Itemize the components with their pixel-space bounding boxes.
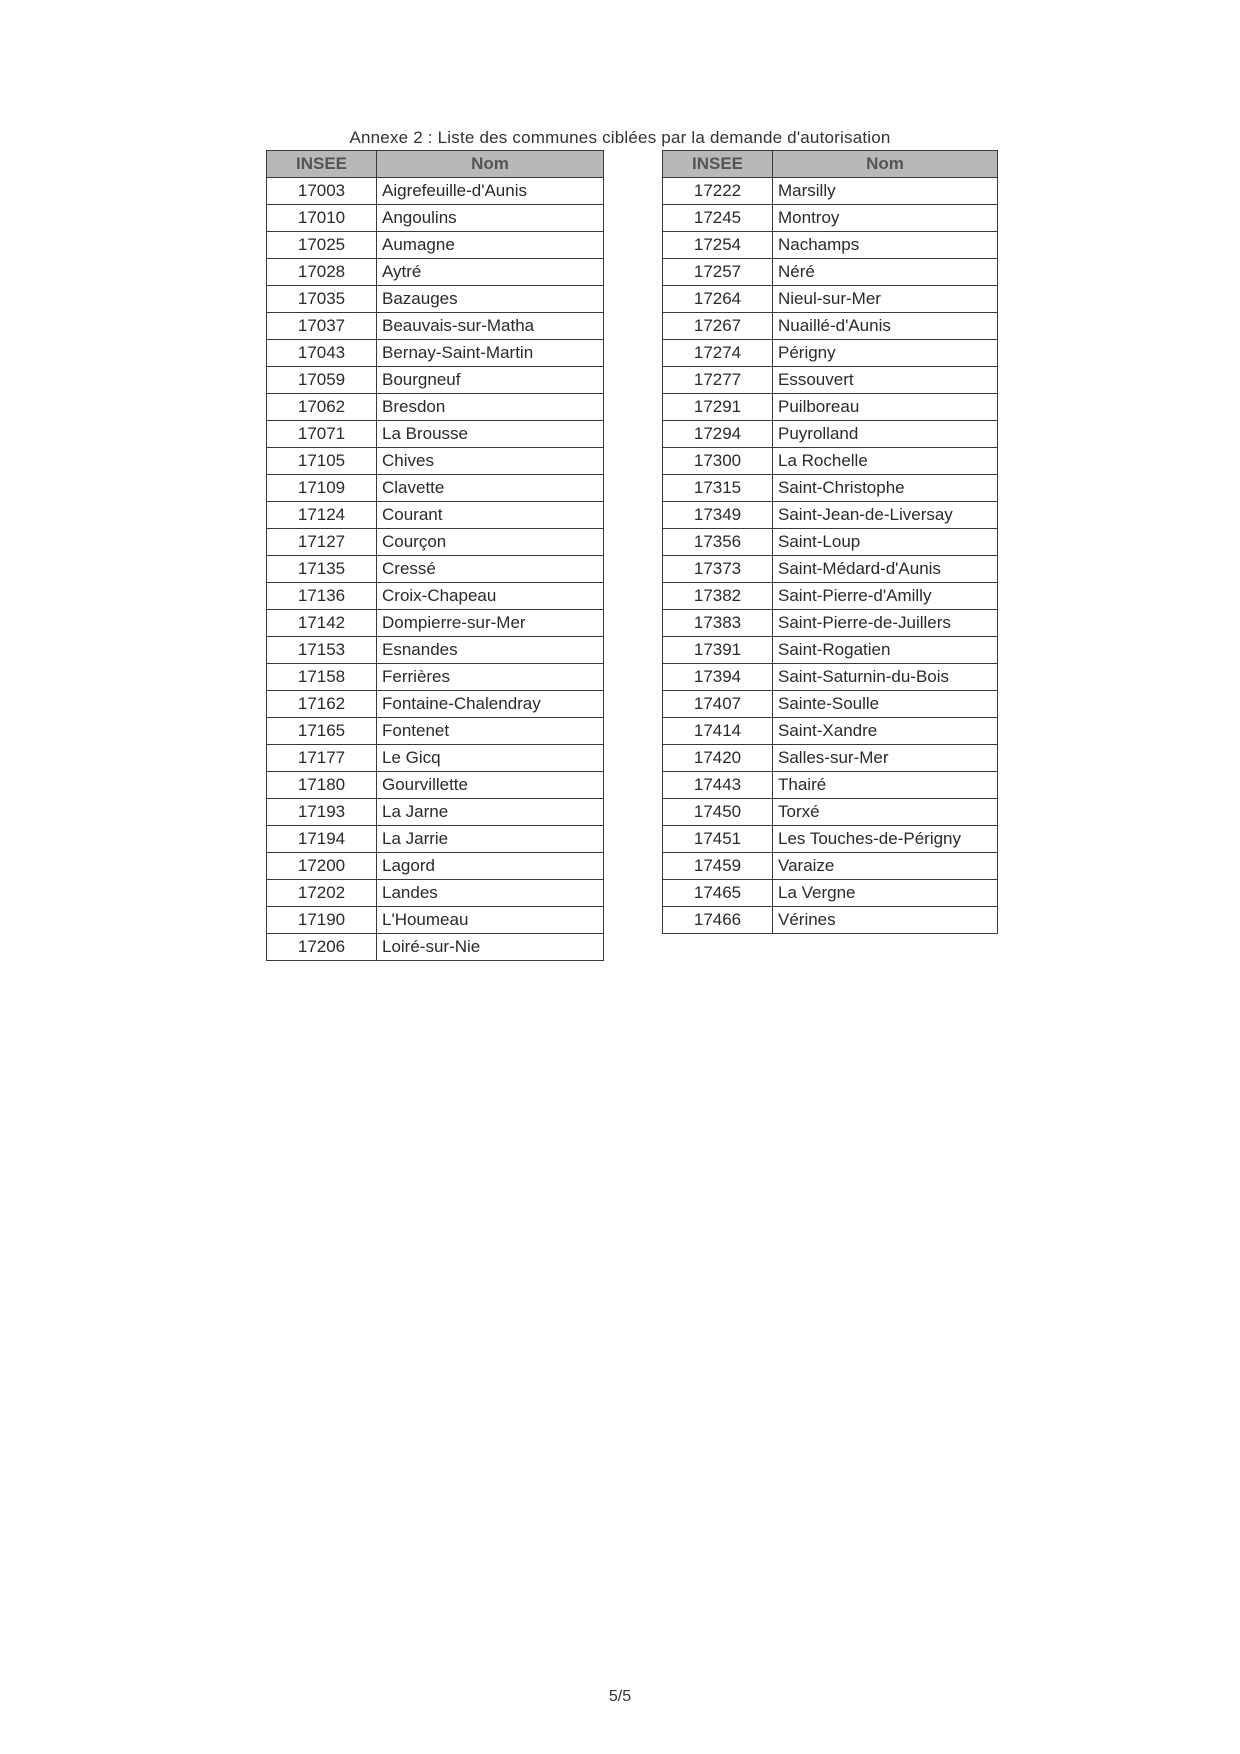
commune-name-cell: Loiré-sur-Nie: [377, 934, 604, 961]
commune-name-cell: Aumagne: [377, 232, 604, 259]
table-row: [267, 340, 604, 367]
insee-code-cell: 17124: [267, 502, 377, 529]
table-row: [267, 421, 604, 448]
insee-code-cell: 17254: [663, 232, 773, 259]
insee-code-cell: 17193: [267, 799, 377, 826]
table-row: [267, 691, 604, 718]
table-row: [663, 637, 998, 664]
insee-code-cell: 17043: [267, 340, 377, 367]
insee-code-cell: 17059: [267, 367, 377, 394]
table-row: [267, 205, 604, 232]
table-row: [267, 610, 604, 637]
commune-name-cell: Aytré: [377, 259, 604, 286]
insee-code-cell: 17407: [663, 691, 773, 718]
insee-code-cell: 17062: [267, 394, 377, 421]
commune-name-cell: La Rochelle: [773, 448, 998, 475]
insee-code-cell: 17035: [267, 286, 377, 313]
commune-name-cell: Thairé: [773, 772, 998, 799]
commune-name-cell: Dompierre-sur-Mer: [377, 610, 604, 637]
commune-name-cell: Saint-Christophe: [773, 475, 998, 502]
insee-code-cell: 17394: [663, 664, 773, 691]
insee-code-cell: 17465: [663, 880, 773, 907]
insee-code-cell: 17277: [663, 367, 773, 394]
commune-name-cell: Fontenet: [377, 718, 604, 745]
table-header-row: [267, 151, 604, 178]
table-row: [663, 367, 998, 394]
table-row: [267, 502, 604, 529]
insee-code-cell: 17025: [267, 232, 377, 259]
insee-code-cell: 17165: [267, 718, 377, 745]
table-row: [663, 475, 998, 502]
insee-code-cell: 17037: [267, 313, 377, 340]
table-row: [267, 394, 604, 421]
commune-name-cell: Lagord: [377, 853, 604, 880]
table-row: [267, 286, 604, 313]
insee-code-cell: 17391: [663, 637, 773, 664]
commune-name-cell: La Jarrie: [377, 826, 604, 853]
commune-name-cell: Les Touches-de-Périgny: [773, 826, 998, 853]
insee-code-cell: 17158: [267, 664, 377, 691]
commune-name-cell: Saint-Pierre-de-Juillers: [773, 610, 998, 637]
commune-name-cell: Saint-Jean-de-Liversay: [773, 502, 998, 529]
table-header-row: [663, 151, 998, 178]
insee-code-cell: 17206: [267, 934, 377, 961]
commune-name-cell: Salles-sur-Mer: [773, 745, 998, 772]
table-row: [267, 178, 604, 205]
insee-code-cell: 17200: [267, 853, 377, 880]
table-row: [267, 745, 604, 772]
table-row: [267, 799, 604, 826]
table-row: [663, 259, 998, 286]
insee-code-cell: 17127: [267, 529, 377, 556]
commune-name-cell: Saint-Loup: [773, 529, 998, 556]
table-row: [663, 691, 998, 718]
commune-name-cell: Ferrières: [377, 664, 604, 691]
commune-name-cell: Gourvillette: [377, 772, 604, 799]
commune-name-cell: Saint-Médard-d'Aunis: [773, 556, 998, 583]
table-row: [663, 745, 998, 772]
commune-name-cell: Bourgneuf: [377, 367, 604, 394]
table-row: [663, 286, 998, 313]
insee-code-cell: 17373: [663, 556, 773, 583]
insee-code-cell: 17162: [267, 691, 377, 718]
insee-code-cell: 17349: [663, 502, 773, 529]
commune-name-cell: Marsilly: [773, 178, 998, 205]
insee-code-cell: 17177: [267, 745, 377, 772]
table-row: [267, 637, 604, 664]
commune-name-cell: Sainte-Soulle: [773, 691, 998, 718]
table-row: [267, 826, 604, 853]
insee-code-cell: 17071: [267, 421, 377, 448]
insee-code-cell: 17300: [663, 448, 773, 475]
insee-code-cell: 17028: [267, 259, 377, 286]
table-row: [267, 583, 604, 610]
commune-name-cell: Le Gicq: [377, 745, 604, 772]
insee-code-cell: 17451: [663, 826, 773, 853]
insee-code-cell: 17356: [663, 529, 773, 556]
table-row: [663, 556, 998, 583]
commune-name-cell: L'Houmeau: [377, 907, 604, 934]
commune-name-cell: La Brousse: [377, 421, 604, 448]
commune-name-cell: Nieul-sur-Mer: [773, 286, 998, 313]
insee-code-cell: 17294: [663, 421, 773, 448]
table-row: [267, 259, 604, 286]
table-row: [663, 826, 998, 853]
commune-name-cell: Beauvais-sur-Matha: [377, 313, 604, 340]
insee-code-cell: 17383: [663, 610, 773, 637]
communes-table-left: [266, 150, 604, 961]
table-row: [663, 178, 998, 205]
table-row: [663, 232, 998, 259]
commune-name-cell: Aigrefeuille-d'Aunis: [377, 178, 604, 205]
insee-code-cell: 17003: [267, 178, 377, 205]
table-row: [663, 799, 998, 826]
commune-name-cell: Courant: [377, 502, 604, 529]
insee-code-cell: 17136: [267, 583, 377, 610]
annex-title: Annexe 2 : Liste des communes ciblées par la demande d'autorisation: [349, 128, 891, 147]
insee-code-cell: 17109: [267, 475, 377, 502]
insee-code-cell: 17153: [267, 637, 377, 664]
table-row: [267, 718, 604, 745]
table-row: [267, 367, 604, 394]
table-row: [663, 583, 998, 610]
commune-name-cell: Saint-Rogatien: [773, 637, 998, 664]
commune-name-cell: Saint-Xandre: [773, 718, 998, 745]
table-row: [663, 502, 998, 529]
table-row: [267, 556, 604, 583]
insee-code-cell: 17135: [267, 556, 377, 583]
insee-code-cell: 17257: [663, 259, 773, 286]
insee-code-cell: 17450: [663, 799, 773, 826]
insee-code-cell: 17222: [663, 178, 773, 205]
commune-name-cell: Chives: [377, 448, 604, 475]
table-row: [663, 907, 998, 934]
communes-table-right: [662, 150, 998, 934]
table-row: [663, 610, 998, 637]
commune-name-cell: La Vergne: [773, 880, 998, 907]
insee-code-cell: 17010: [267, 205, 377, 232]
insee-code-cell: 17443: [663, 772, 773, 799]
commune-name-cell: Esnandes: [377, 637, 604, 664]
table-row: [663, 664, 998, 691]
commune-name-cell: Bazauges: [377, 286, 604, 313]
insee-code-cell: 17180: [267, 772, 377, 799]
commune-name-cell: Torxé: [773, 799, 998, 826]
table-row: [663, 880, 998, 907]
table-row: [267, 448, 604, 475]
table-row: [663, 718, 998, 745]
table-row: [267, 880, 604, 907]
table-row: [267, 313, 604, 340]
insee-code-cell: 17459: [663, 853, 773, 880]
commune-name-cell: Puilboreau: [773, 394, 998, 421]
commune-name-cell: Fontaine-Chalendray: [377, 691, 604, 718]
table-row: [267, 772, 604, 799]
insee-code-cell: 17414: [663, 718, 773, 745]
commune-name-cell: Landes: [377, 880, 604, 907]
insee-code-cell: 17245: [663, 205, 773, 232]
insee-code-cell: 17142: [267, 610, 377, 637]
table-row: [663, 772, 998, 799]
commune-name-cell: Saint-Saturnin-du-Bois: [773, 664, 998, 691]
commune-name-cell: Bernay-Saint-Martin: [377, 340, 604, 367]
table-row: [663, 421, 998, 448]
table-row: [267, 664, 604, 691]
commune-name-cell: Montroy: [773, 205, 998, 232]
insee-code-cell: 17194: [267, 826, 377, 853]
commune-name-cell: Angoulins: [377, 205, 604, 232]
commune-name-cell: Périgny: [773, 340, 998, 367]
insee-code-cell: 17274: [663, 340, 773, 367]
table-row: [267, 907, 604, 934]
table-row: [267, 529, 604, 556]
commune-name-cell: Nuaillé-d'Aunis: [773, 313, 998, 340]
header-nom: Nom: [377, 151, 604, 178]
table-row: [267, 232, 604, 259]
commune-name-cell: Clavette: [377, 475, 604, 502]
header-nom: Nom: [773, 151, 998, 178]
insee-code-cell: 17267: [663, 313, 773, 340]
commune-name-cell: Bresdon: [377, 394, 604, 421]
table-row: [267, 475, 604, 502]
table-row: [663, 340, 998, 367]
commune-name-cell: Croix-Chapeau: [377, 583, 604, 610]
insee-code-cell: 17382: [663, 583, 773, 610]
insee-code-cell: 17264: [663, 286, 773, 313]
header-insee: INSEE: [267, 151, 377, 178]
commune-name-cell: Saint-Pierre-d'Amilly: [773, 583, 998, 610]
insee-code-cell: 17190: [267, 907, 377, 934]
header-insee: INSEE: [663, 151, 773, 178]
commune-name-cell: Cressé: [377, 556, 604, 583]
table-row: [267, 934, 604, 961]
commune-name-cell: Essouvert: [773, 367, 998, 394]
commune-name-cell: Vérines: [773, 907, 998, 934]
table-row: [267, 853, 604, 880]
table-row: [663, 529, 998, 556]
table-row: [663, 205, 998, 232]
commune-name-cell: Varaize: [773, 853, 998, 880]
table-row: [663, 313, 998, 340]
commune-name-cell: La Jarne: [377, 799, 604, 826]
insee-code-cell: 17466: [663, 907, 773, 934]
insee-code-cell: 17315: [663, 475, 773, 502]
table-row: [663, 448, 998, 475]
table-row: [663, 853, 998, 880]
table-row: [663, 394, 998, 421]
commune-name-cell: Nachamps: [773, 232, 998, 259]
insee-code-cell: 17291: [663, 394, 773, 421]
commune-name-cell: Puyrolland: [773, 421, 998, 448]
commune-name-cell: Néré: [773, 259, 998, 286]
commune-name-cell: Courçon: [377, 529, 604, 556]
insee-code-cell: 17105: [267, 448, 377, 475]
insee-code-cell: 17420: [663, 745, 773, 772]
page-number: 5/5: [608, 1688, 632, 1705]
insee-code-cell: 17202: [267, 880, 377, 907]
